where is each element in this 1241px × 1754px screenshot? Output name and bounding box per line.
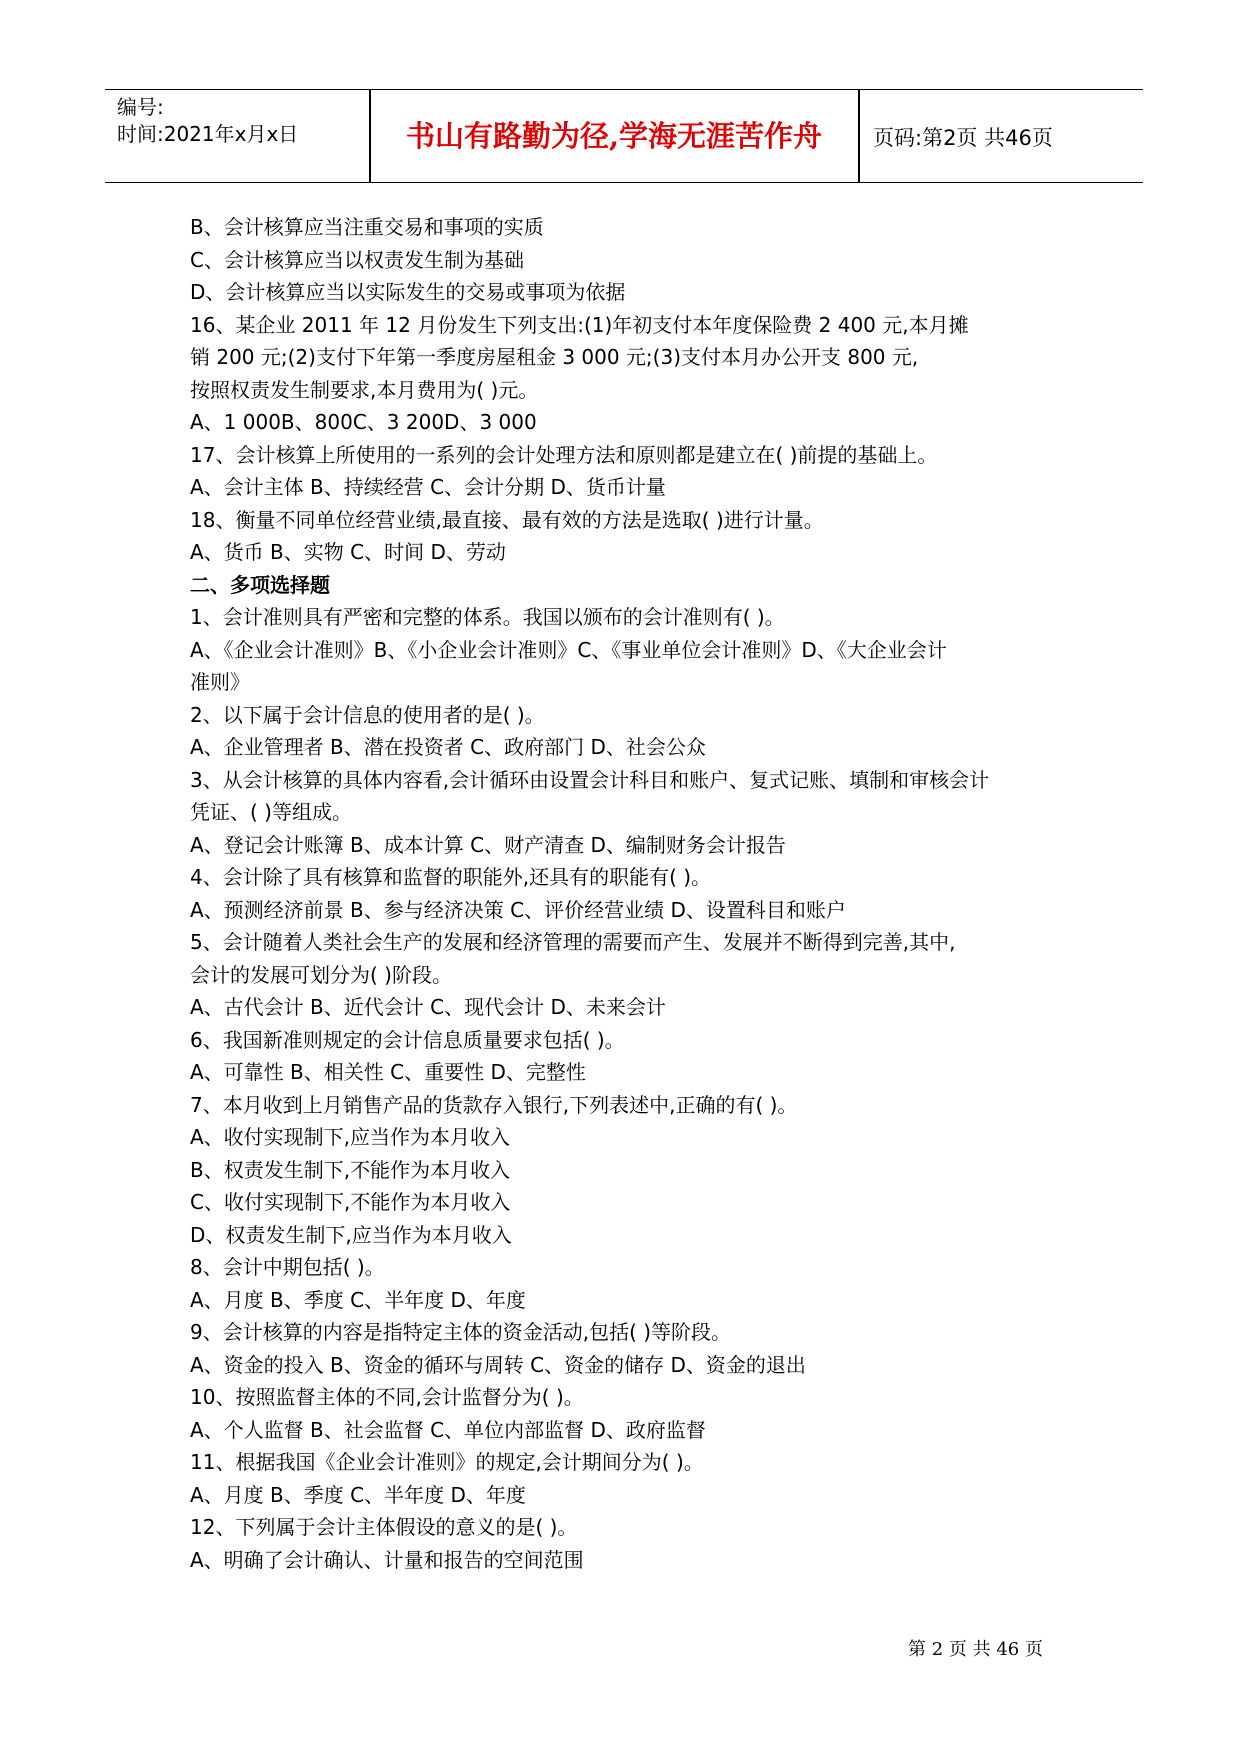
- document-number-label: 编号:: [117, 95, 164, 119]
- text-line: A、可靠性 B、相关性 C、重要性 D、完整性: [190, 1060, 586, 1084]
- text-line: A、会计主体 B、持续经营 C、会计分期 D、货币计量: [190, 475, 666, 499]
- text-line: A、明确了会计确认、计量和报告的空间范围: [190, 1547, 584, 1572]
- text-line: A、收付实现制下,应当作为本月收入: [190, 1125, 511, 1149]
- text-line: 3、从会计核算的具体内容看,会计循环由设置会计科目和账户、复式记账、填制和审核会计: [190, 767, 990, 792]
- document-time-label: 时间:2021年x月x日: [117, 122, 299, 146]
- text-line: 准则》: [190, 670, 250, 694]
- text-line: A、企业管理者 B、潜在投资者 C、政府部门 D、社会公众: [190, 735, 706, 759]
- text-line: 9、会计核算的内容是指特定主体的资金活动,包括( )等阶段。: [190, 1320, 732, 1344]
- text-line: 12、下列属于会计主体假设的意义的是( )。: [190, 1515, 578, 1539]
- text-line: A、个人监督 B、社会监督 C、单位内部监督 D、政府监督: [190, 1417, 706, 1442]
- text-line: 2、以下属于会计信息的使用者的是( )。: [190, 702, 545, 727]
- text-line: 11、根据我国《企业会计准则》的规定,会计期间分为( )。: [190, 1450, 704, 1474]
- page-footer: 第 2 页 共 46 页: [908, 1639, 1043, 1660]
- header-divider-right: [858, 90, 860, 182]
- section-heading: 二、多项选择题: [190, 572, 330, 597]
- text-line: A、1 000B、800C、3 200D、3 000: [190, 410, 537, 434]
- text-line: A、资金的投入 B、资金的循环与周转 C、资金的储存 D、资金的退出: [190, 1352, 806, 1377]
- text-line: A、货币 B、实物 C、时间 D、劳动: [190, 540, 506, 564]
- text-line: 会计的发展可划分为( )阶段。: [190, 962, 452, 987]
- text-line: B、会计核算应当注重交易和事项的实质: [190, 215, 544, 239]
- header-motto: 书山有路勤为径,学海无涯苦作舟: [405, 119, 823, 153]
- text-line: A、预测经济前景 B、参与经济决策 C、评价经营业绩 D、设置科目和账户: [190, 897, 846, 922]
- text-line: 7、本月收到上月销售产品的货款存入银行,下列表述中,正确的有( )。: [190, 1092, 798, 1117]
- text-line: 18、衡量不同单位经营业绩,最直接、最有效的方法是选取( )进行计量。: [190, 507, 824, 532]
- text-line: A、《企业会计准则》B、《小企业会计准则》C、《事业单位会计准则》D、《大企业会计: [190, 637, 947, 662]
- page-header: [105, 89, 1143, 183]
- text-line: C、收付实现制下,不能作为本月收入: [190, 1190, 511, 1214]
- text-line: A、月度 B、季度 C、半年度 D、年度: [190, 1482, 526, 1507]
- text-line: 10、按照监督主体的不同,会计监督分为( )。: [190, 1385, 584, 1409]
- text-line: 6、我国新准则规定的会计信息质量要求包括( )。: [190, 1027, 625, 1052]
- text-line: B、权责发生制下,不能作为本月收入: [190, 1157, 511, 1182]
- header-page-label: 页码:第2页 共46页: [873, 126, 1053, 150]
- text-line: A、月度 B、季度 C、半年度 D、年度: [190, 1287, 526, 1312]
- header-meta: [117, 90, 367, 182]
- text-line: A、古代会计 B、近代会计 C、现代会计 D、未来会计: [190, 995, 666, 1019]
- text-line: 17、会计核算上所使用的一系列的会计处理方法和原则都是建立在( )前提的基础上。: [190, 442, 938, 467]
- text-line: 16、某企业 2011 年 12 月份发生下列支出:(1)年初支付本年度保险费 2 400 元,本月摊: [190, 312, 969, 337]
- text-line: 4、会计除了具有核算和监督的职能外,还具有的职能有( )。: [190, 865, 712, 889]
- text-line: C、会计核算应当以权责发生制为基础: [190, 247, 524, 272]
- text-line: 5、会计随着人类社会生产的发展和经济管理的需要而产生、发展并不断得到完善,其中,: [190, 930, 956, 954]
- text-line: D、权责发生制下,应当作为本月收入: [190, 1222, 512, 1247]
- text-line: 8、会计中期包括( )。: [190, 1255, 385, 1279]
- text-line: 1、会计准则具有严密和完整的体系。我国以颁布的会计准则有( )。: [190, 605, 785, 629]
- document-body: [190, 211, 1090, 1576]
- text-line: 销 200 元;(2)支付下年第一季度房屋租金 3 000 元;(3)支付本月办公开支 800 元,: [190, 345, 919, 369]
- text-line: A、登记会计账簿 B、成本计算 C、财产清查 D、编制财务会计报告: [190, 832, 786, 857]
- text-line: 按照权责发生制要求,本月费用为( )元。: [190, 377, 539, 402]
- text-line: 凭证、( )等组成。: [190, 800, 352, 824]
- text-line: D、会计核算应当以实际发生的交易或事项为依据: [190, 280, 626, 304]
